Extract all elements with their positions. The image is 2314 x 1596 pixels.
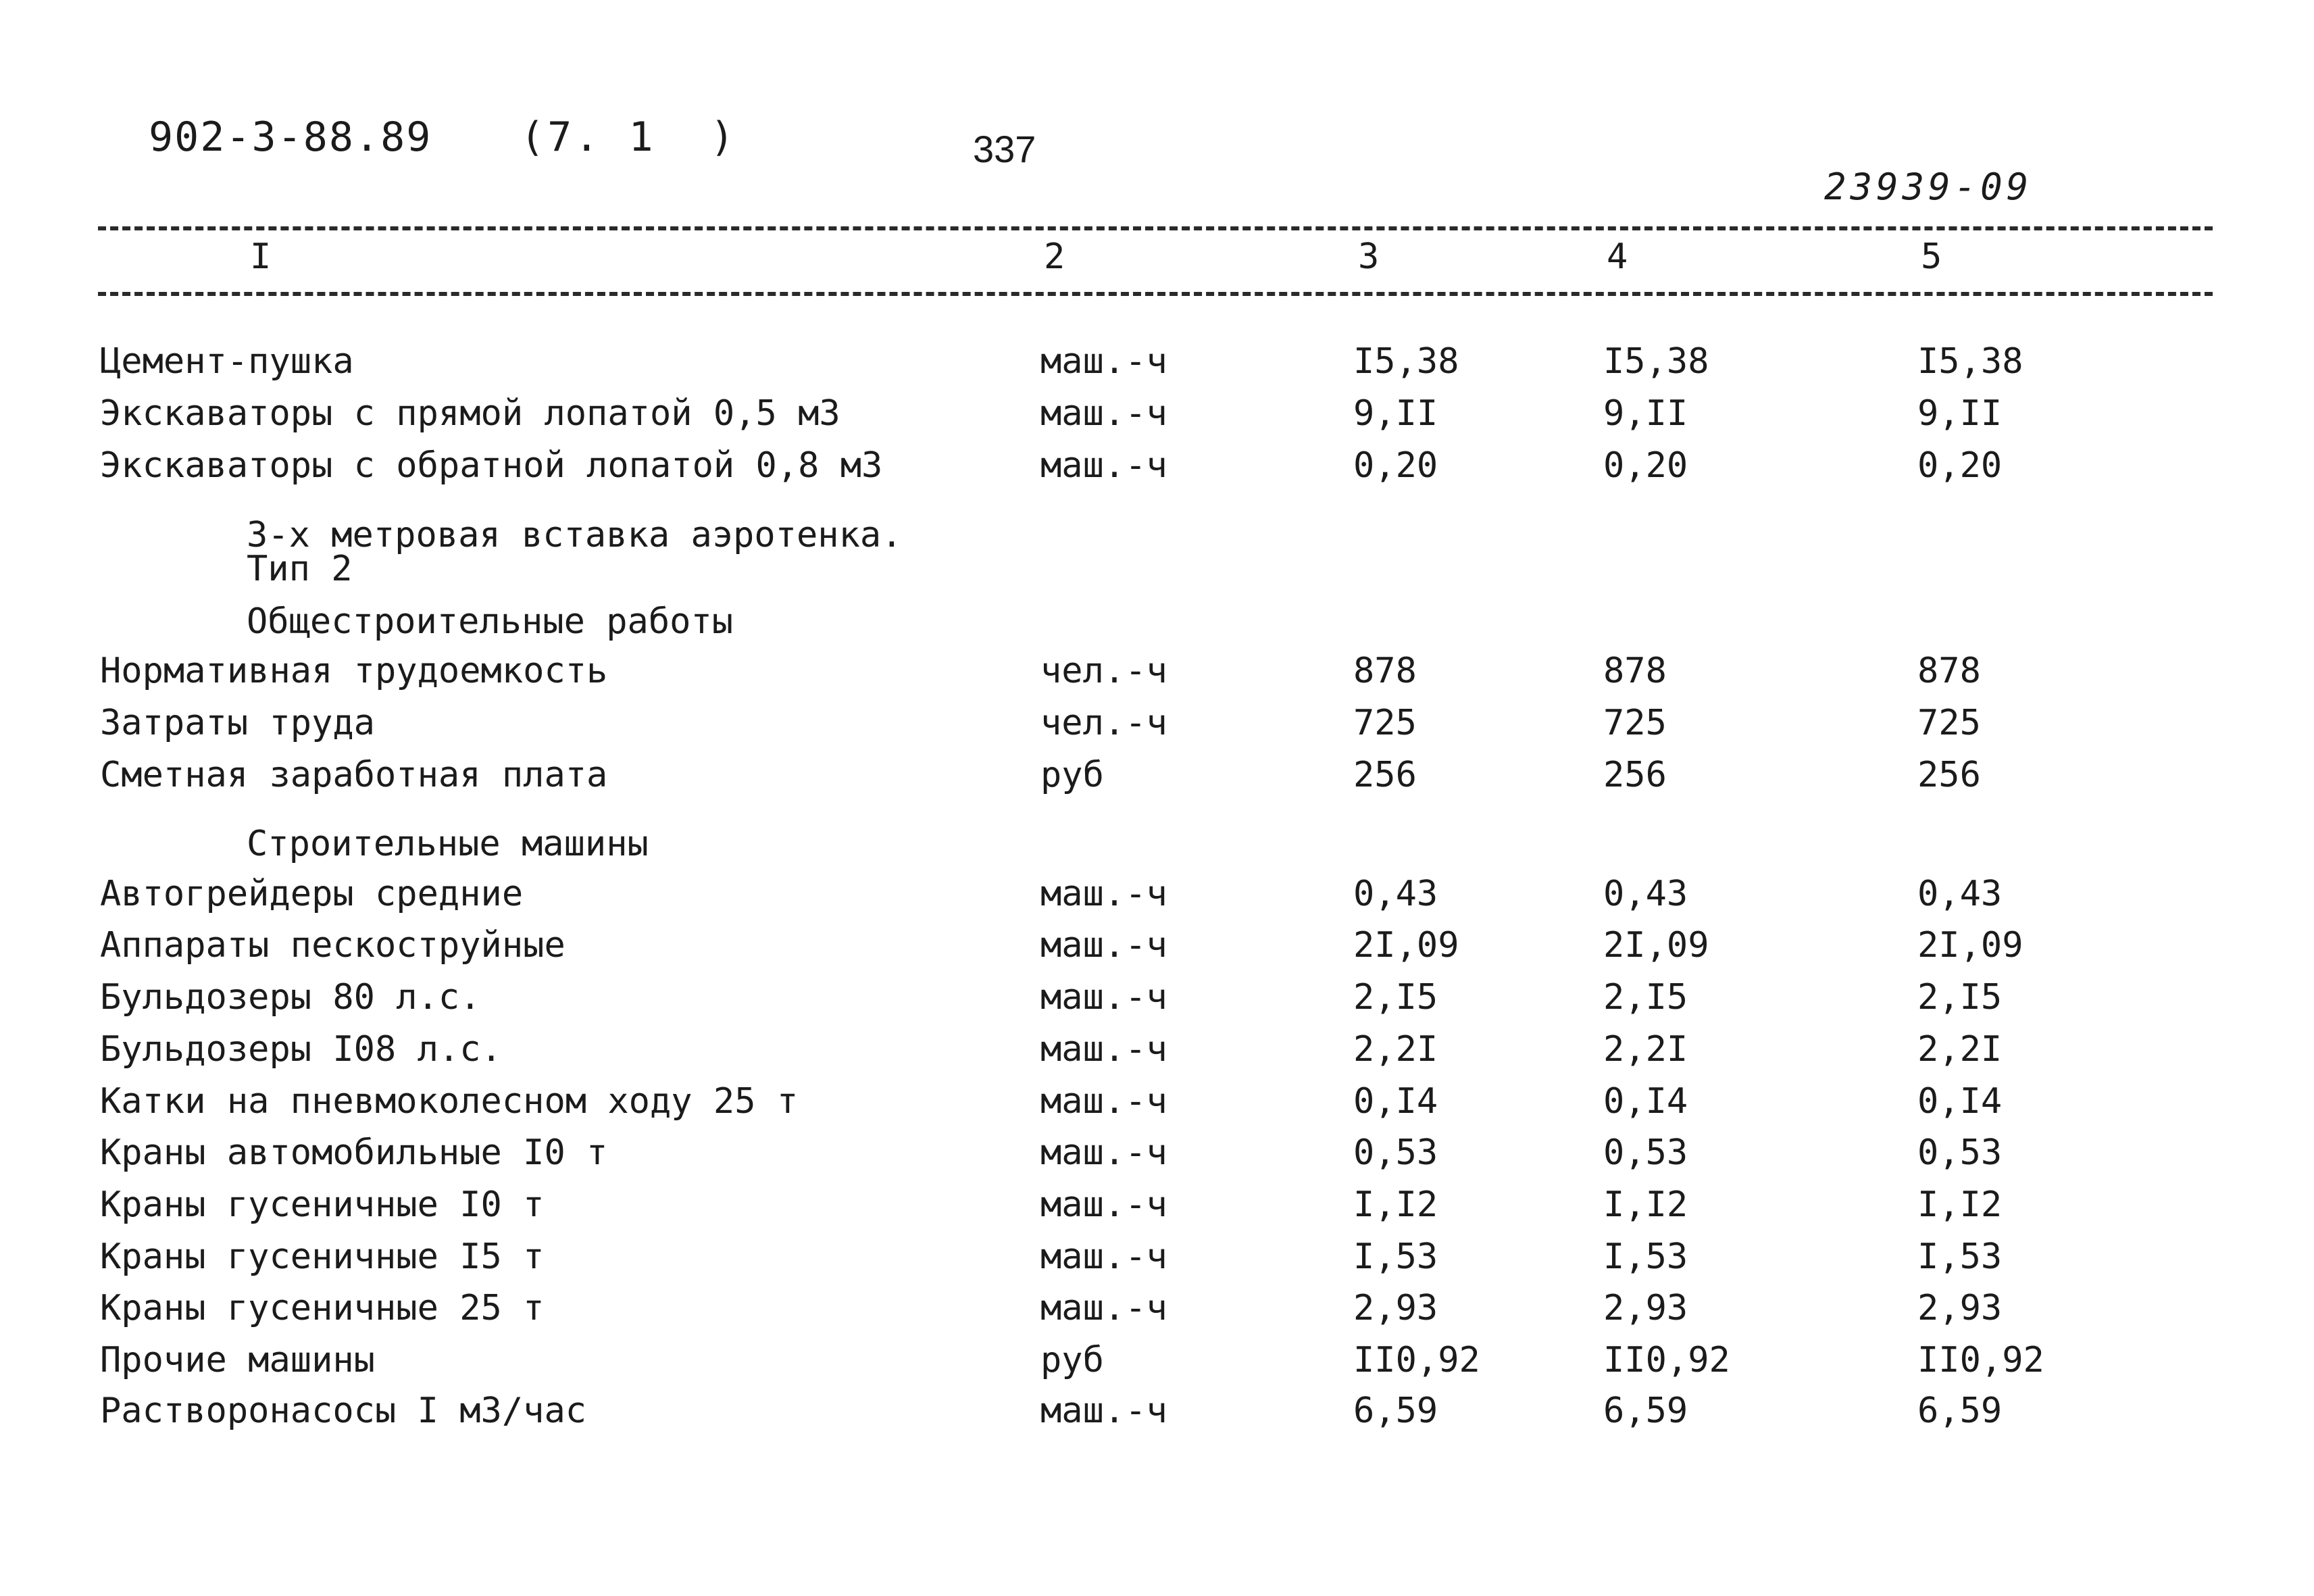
row-name: Затраты труда: [100, 703, 375, 743]
row-name: Экскаваторы с обратной лопатой 0,8 м3: [100, 445, 883, 486]
row-unit: маш.-ч: [1040, 393, 1167, 434]
row-value-col3: 256: [1353, 755, 1417, 795]
row-value-col4: 2,93: [1603, 1288, 1688, 1328]
table-row: [0, 703, 2314, 743]
row-name: Цемент-пушка: [100, 341, 354, 382]
row-value-col4: 6,59: [1603, 1391, 1688, 1431]
table-row: [0, 445, 2314, 486]
row-unit: маш.-ч: [1040, 1081, 1167, 1122]
row-value-col5: 2,93: [1917, 1288, 2003, 1328]
row-name: Бульдозеры I08 л.с.: [100, 1029, 502, 1070]
row-name: Нормативная трудоемкость: [100, 651, 608, 691]
row-value-col5: 0,53: [1917, 1132, 2003, 1173]
row-value-col5: 0,I4: [1917, 1081, 2003, 1122]
table-row: [0, 977, 2314, 1018]
row-name: Растворонасосы I м3/час: [100, 1391, 587, 1431]
column-number-4: 4: [1607, 236, 1628, 277]
row-unit: маш.-ч: [1040, 1184, 1167, 1225]
row-value-col3: 0,20: [1353, 445, 1438, 486]
row-value-col3: I,53: [1353, 1237, 1438, 1277]
row-value-col5: 256: [1917, 755, 1981, 795]
row-unit: маш.-ч: [1040, 1237, 1167, 1277]
table-row: [0, 341, 2314, 382]
row-value-col5: II0,92: [1917, 1340, 2044, 1380]
row-value-col4: I5,38: [1603, 341, 1709, 382]
column-number-5: 5: [1921, 236, 1942, 277]
sheet-reference: (7. 1 ): [520, 114, 737, 161]
subsection-construction-machines: Строительные машины: [247, 824, 649, 864]
column-number-2: 2: [1044, 236, 1065, 277]
table-row: [0, 1081, 2314, 1122]
row-name: Краны автомобильные I0 т: [100, 1132, 608, 1173]
row-value-col4: 0,43: [1603, 874, 1688, 914]
row-value-col4: 2,I5: [1603, 977, 1688, 1018]
row-name: Экскаваторы с прямой лопатой 0,5 м3: [100, 393, 840, 434]
row-value-col3: 0,I4: [1353, 1081, 1438, 1122]
row-unit: маш.-ч: [1040, 1391, 1167, 1431]
row-value-col4: 0,53: [1603, 1132, 1688, 1173]
row-value-col5: 2,I5: [1917, 977, 2003, 1018]
row-value-col3: 2,2I: [1353, 1029, 1438, 1070]
row-name: Прочие машины: [100, 1340, 375, 1380]
inventory-number: 23939-09: [1824, 166, 2033, 208]
document-code: 902-3-88.89: [149, 114, 432, 161]
row-name: Сметная заработная плата: [100, 755, 608, 795]
row-value-col3: 725: [1353, 703, 1417, 743]
table-row: [0, 925, 2314, 966]
row-unit: чел.-ч: [1040, 703, 1167, 743]
row-value-col5: I,I2: [1917, 1184, 2003, 1225]
row-value-col5: 0,43: [1917, 874, 2003, 914]
row-value-col4: I,I2: [1603, 1184, 1688, 1225]
row-unit: маш.-ч: [1040, 1029, 1167, 1070]
row-value-col4: 878: [1603, 651, 1667, 691]
table-row: [0, 874, 2314, 914]
column-number-1: I: [250, 236, 272, 277]
row-value-col5: 2I,09: [1917, 925, 2023, 966]
table-row: [0, 1029, 2314, 1070]
row-name: Краны гусеничные I0 т: [100, 1184, 545, 1225]
row-value-col4: II0,92: [1603, 1340, 1730, 1380]
row-name: Бульдозеры 80 л.с.: [100, 977, 481, 1018]
table-row: [0, 1288, 2314, 1328]
row-unit: маш.-ч: [1040, 445, 1167, 486]
row-value-col5: 6,59: [1917, 1391, 2003, 1431]
table-row: [0, 1132, 2314, 1173]
row-unit: маш.-ч: [1040, 925, 1167, 966]
row-value-col4: 256: [1603, 755, 1667, 795]
header-top-rule: [98, 226, 2213, 230]
row-value-col4: 2,2I: [1603, 1029, 1688, 1070]
section-title-line-1: 3-х метровая вставка аэротенка.: [247, 515, 903, 555]
row-name: Аппараты пескоструйные: [100, 925, 565, 966]
row-value-col5: I,53: [1917, 1237, 2003, 1277]
row-name: Автогрейдеры средние: [100, 874, 524, 914]
row-name: Краны гусеничные 25 т: [100, 1288, 545, 1328]
row-value-col3: I5,38: [1353, 341, 1459, 382]
row-value-col4: I,53: [1603, 1237, 1688, 1277]
table-row: [0, 755, 2314, 795]
row-value-col3: 878: [1353, 651, 1417, 691]
row-unit: руб: [1040, 755, 1104, 795]
row-value-col4: 2I,09: [1603, 925, 1709, 966]
row-value-col5: 878: [1917, 651, 1981, 691]
row-value-col3: 9,II: [1353, 393, 1438, 434]
table-row: [0, 1391, 2314, 1431]
row-unit: руб: [1040, 1340, 1104, 1380]
column-number-3: 3: [1358, 236, 1380, 277]
table-row: [0, 651, 2314, 691]
row-value-col3: 0,43: [1353, 874, 1438, 914]
section-title-line-2: Тип 2: [247, 549, 353, 589]
page-number: 337: [973, 128, 1036, 170]
row-unit: чел.-ч: [1040, 651, 1167, 691]
row-unit: маш.-ч: [1040, 977, 1167, 1018]
row-unit: маш.-ч: [1040, 1288, 1167, 1328]
row-value-col3: 2,93: [1353, 1288, 1438, 1328]
subsection-general-works: Общестроительные работы: [247, 601, 734, 642]
row-value-col4: 0,I4: [1603, 1081, 1688, 1122]
row-unit: маш.-ч: [1040, 341, 1167, 382]
row-unit: маш.-ч: [1040, 874, 1167, 914]
row-unit: маш.-ч: [1040, 1132, 1167, 1173]
row-value-col3: II0,92: [1353, 1340, 1480, 1380]
row-value-col5: 0,20: [1917, 445, 2003, 486]
row-value-col4: 725: [1603, 703, 1667, 743]
row-value-col3: I,I2: [1353, 1184, 1438, 1225]
table-row: [0, 393, 2314, 434]
row-value-col4: 9,II: [1603, 393, 1688, 434]
table-row: [0, 1184, 2314, 1225]
row-name: Катки на пневмоколесном ходу 25 т: [100, 1081, 799, 1122]
row-value-col5: 2,2I: [1917, 1029, 2003, 1070]
row-value-col3: 2,I5: [1353, 977, 1438, 1018]
table-row: [0, 1340, 2314, 1380]
row-value-col3: 2I,09: [1353, 925, 1459, 966]
row-value-col3: 6,59: [1353, 1391, 1438, 1431]
row-value-col4: 0,20: [1603, 445, 1688, 486]
row-value-col3: 0,53: [1353, 1132, 1438, 1173]
header-bottom-rule: [98, 292, 2213, 296]
row-value-col5: 9,II: [1917, 393, 2003, 434]
row-value-col5: 725: [1917, 703, 1981, 743]
row-name: Краны гусеничные I5 т: [100, 1237, 545, 1277]
row-value-col5: I5,38: [1917, 341, 2023, 382]
table-row: [0, 1237, 2314, 1277]
